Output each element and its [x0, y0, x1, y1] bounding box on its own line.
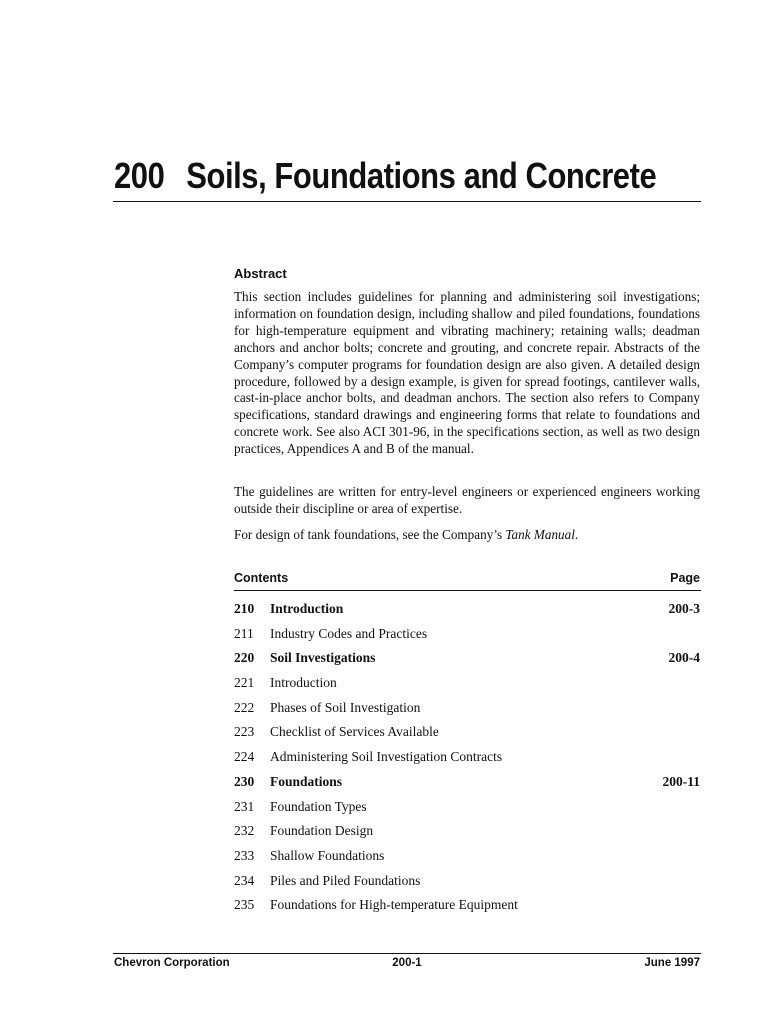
chapter-number: 200 — [114, 155, 165, 196]
footer-divider — [113, 953, 701, 954]
toc-entry-page: 200-11 — [662, 773, 700, 789]
toc-entry-number: 232 — [234, 823, 255, 839]
contents-header — [234, 571, 700, 589]
toc-entry-number: 210 — [234, 601, 255, 616]
footer-company: Chevron Corporation — [114, 957, 230, 969]
toc-entry-title: Introduction — [270, 675, 337, 691]
toc-entry-title: Phases of Soil Investigation — [270, 699, 421, 715]
footer-date: June 1997 — [644, 957, 700, 969]
contents-divider — [234, 590, 701, 591]
table-of-contents — [234, 598, 700, 919]
toc-entry-title: Administering Soil Investigation Contracts — [270, 749, 503, 765]
toc-entry-number: 233 — [234, 847, 255, 863]
toc-entry-number: 235 — [234, 897, 255, 913]
toc-entry[interactable] — [234, 870, 700, 895]
toc-entry-page: 200-4 — [668, 650, 700, 666]
toc-entry-number: 221 — [234, 675, 255, 691]
abstract-paragraph-3-suffix: . — [574, 527, 579, 542]
toc-entry[interactable] — [234, 845, 700, 870]
toc-entry[interactable] — [234, 721, 700, 746]
abstract-paragraph-1: This section includes guidelines for planning and administering soil investigations; information on foundation design, including shallow and piled foundations, foundations for high-temperature equipment and vibrating machinery; retaining walls; deadman anchors and anchor bolts; concrete and grouting, and concrete repair. Abstracts of the Company’s computer programs for foundation design are also given. A detailed design procedure, followed by a design example, is given for spread footings, cantilever walls, cast-in-place anchor bolts, and deadman anchors. The section also refers to Company specifications, standard drawings and engineering forms that relate to foundations and concrete work. See also ACI 301-96, in the specifications section, as well as two design practices, Appendices A and B of the manual. — [234, 289, 700, 457]
toc-entry-page: 200-3 — [668, 601, 700, 616]
toc-entry[interactable] — [234, 647, 700, 672]
toc-entry-title: Foundations — [270, 773, 343, 789]
toc-entry[interactable] — [234, 796, 700, 821]
tank-manual-reference: Tank Manual — [505, 527, 575, 542]
toc-entry-title: Foundations for High-temperature Equipment — [270, 897, 518, 913]
toc-entry-title: Foundation Types — [270, 798, 367, 814]
contents-heading: Contents — [234, 571, 289, 585]
toc-entry-number: 224 — [234, 749, 255, 765]
toc-entry[interactable] — [234, 771, 700, 796]
toc-entry-title: Checklist of Services Available — [270, 724, 439, 740]
toc-entry[interactable] — [234, 697, 700, 722]
abstract-paragraph-2: The guidelines are written for entry-level engineers or experienced engineers working outside their discipline or area of expertise. — [234, 484, 700, 516]
toc-entry-number: 223 — [234, 724, 255, 740]
abstract-heading: Abstract — [234, 266, 287, 281]
toc-entry-title: Soil Investigations — [270, 650, 376, 666]
toc-entry[interactable] — [234, 623, 700, 648]
toc-entry-title: Introduction — [270, 601, 344, 616]
toc-entry[interactable] — [234, 820, 700, 845]
toc-entry-title: Industry Codes and Practices — [270, 625, 428, 641]
toc-entry-title: Foundation Design — [270, 823, 374, 839]
chapter-title — [114, 150, 657, 202]
toc-entry[interactable] — [234, 672, 700, 697]
abstract-paragraph-3-prefix: For design of tank foundations, see the Company’s — [234, 527, 506, 542]
toc-entry-title: Piles and Piled Foundations — [270, 872, 421, 888]
toc-entry[interactable] — [234, 746, 700, 771]
toc-entry-number: 231 — [234, 798, 255, 814]
toc-entry-number: 220 — [234, 650, 255, 666]
toc-entry-number: 234 — [234, 872, 255, 888]
toc-entry[interactable] — [234, 598, 700, 623]
title-divider — [113, 201, 701, 202]
abstract-paragraph-3 — [234, 527, 700, 544]
toc-entry-number: 211 — [234, 625, 254, 641]
toc-entry[interactable] — [234, 894, 700, 919]
toc-entry-title: Shallow Foundations — [270, 847, 385, 863]
chapter-title-text: Soils, Foundations and Concrete — [186, 155, 657, 196]
page-footer — [114, 957, 700, 973]
toc-entry-number: 222 — [234, 699, 255, 715]
footer-page-number: 200-1 — [392, 957, 422, 969]
toc-entry-number: 230 — [234, 773, 255, 789]
page-column-heading: Page — [670, 571, 700, 585]
